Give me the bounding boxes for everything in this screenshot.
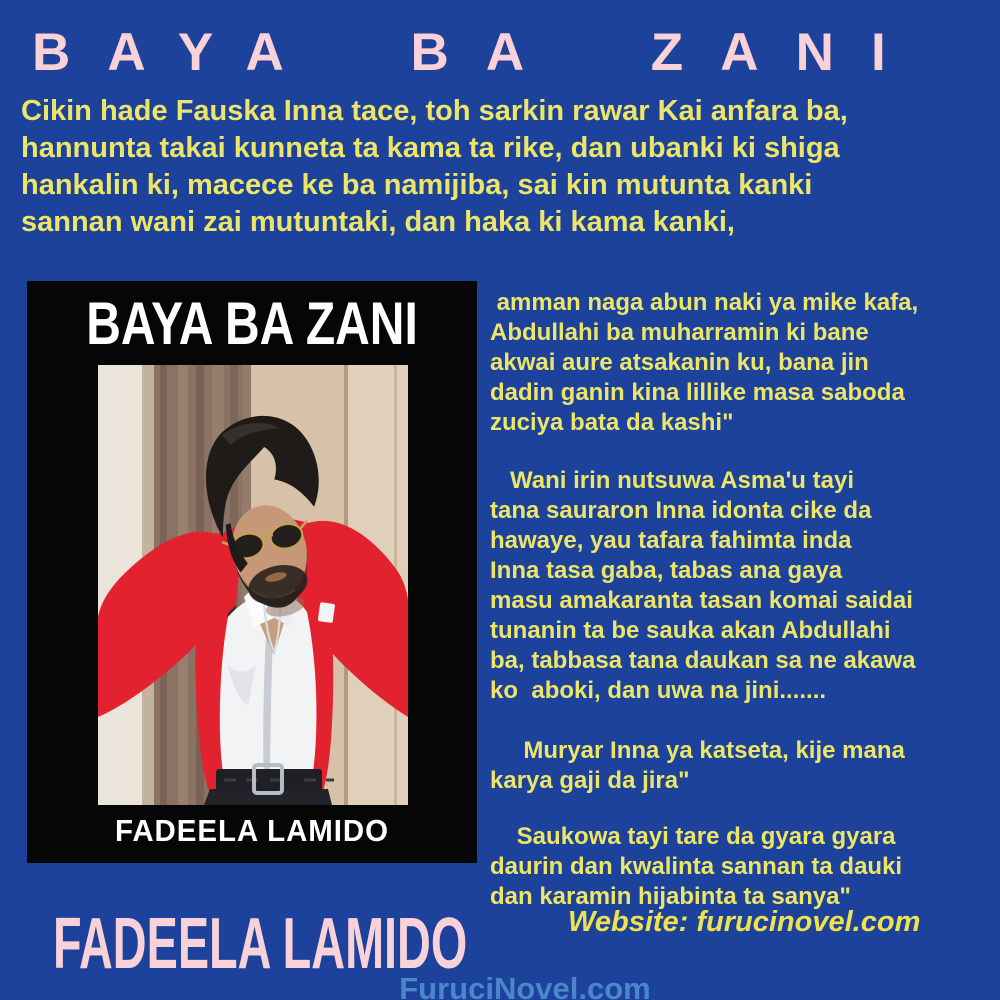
author-name: FADEELA LAMIDO — [53, 904, 468, 984]
book-cover — [27, 281, 477, 863]
text-line: hankalin ki, macece ke ba namijiba, sai kin mutunta kanki — [21, 169, 813, 201]
text-line: tunanin ta be sauka akan Abdullahi — [490, 617, 891, 644]
text-line: ko aboki, dan uwa na jini....... — [490, 677, 827, 704]
text-line: zuciya bata da kashi" — [490, 409, 734, 436]
story-paragraph — [490, 466, 998, 706]
text-line: Saukowa tayi tare da gyara gyara — [490, 823, 896, 850]
text-line: Wani irin nutsuwa Asma'u tayi — [490, 467, 854, 494]
text-line: Cikin hade Fauska Inna tace, toh sarkin rawar Kai anfara ba, — [21, 95, 848, 127]
website-link: Website: furucinovel.com — [568, 906, 921, 938]
story-text — [490, 288, 998, 912]
page-title: BAYA BA ZANI — [32, 23, 923, 82]
text-line: amman naga abun naki ya mike kafa, — [490, 289, 919, 316]
cover-author: FADEELA LAMIDO — [115, 813, 389, 848]
story-paragraph — [490, 736, 998, 796]
cover-title: BAYA BA ZANI — [86, 290, 418, 357]
text-line: masu amakaranta tasan komai saidai — [490, 587, 913, 614]
text-line: Abdullahi ba muharramin ki bane — [490, 319, 869, 346]
text-line: dan karamin hijabinta ta sanya" — [490, 883, 851, 910]
watermark: FuruciNovel.com — [399, 971, 651, 1000]
intro-paragraph — [21, 93, 989, 241]
text-line: ba, tabbasa tana daukan sa ne akawa — [490, 647, 916, 674]
man-in-red-jacket-illustration — [98, 365, 408, 805]
text-line: dadin ganin kina lillike masa saboda — [490, 379, 905, 406]
text-line: Inna tasa gaba, tabas ana gaya — [490, 557, 843, 584]
text-line: karya gaji da jira" — [490, 767, 690, 794]
text-line: sannan wani zai mutuntaki, dan haka ki kama kanki, — [21, 206, 735, 238]
text-line: akwai aure atsakanin ku, bana jin — [490, 349, 869, 376]
text-line: daurin dan kwalinta sannan ta dauki — [490, 853, 903, 880]
story-paragraph — [490, 822, 998, 912]
text-line: tana sauraron Inna idonta cike da — [490, 497, 872, 524]
cover-photo — [98, 365, 408, 805]
story-paragraph — [490, 288, 998, 438]
text-line: hawaye, yau tafara fahimta inda — [490, 527, 852, 554]
text-line: Muryar Inna ya katseta, kije mana — [490, 737, 905, 764]
text-line: hannunta takai kunneta ta kama ta rike, dan ubanki ki shiga — [21, 132, 840, 164]
